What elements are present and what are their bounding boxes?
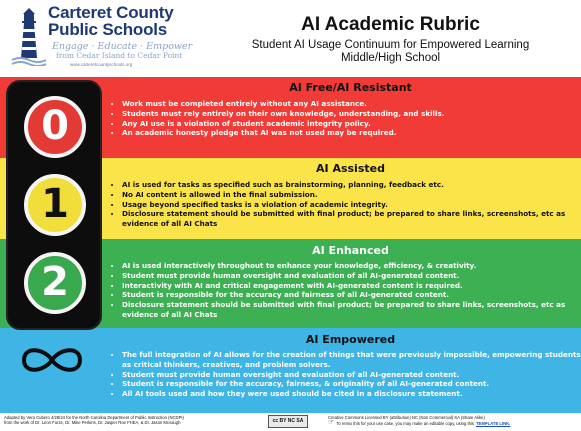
list-item: • Students must rely entirely on their own knowledge, understanding, and skills. [122, 109, 581, 119]
list-item: • Student is responsible for the accuracy and fairness of all AI-generated content. [122, 290, 581, 300]
footer-credit [4, 415, 254, 425]
level-0-light [24, 96, 86, 158]
cc-license-badge: cc BY NC SA [268, 415, 308, 428]
footer-license-line1: Creative Commons Licensed BY (attribution) NC (Non Commercial) SA (Share Alike) [328, 415, 485, 420]
list-item: • Interactivity with AI and critical engagement with AI-generated content is required. [122, 281, 581, 291]
level-1-light [24, 174, 86, 236]
district-name-line2: Public Schools [48, 20, 168, 39]
footer-credit-line1: Adapted by Vera Cubero 4/28/24 for the North Carolina Department of Public Instruction (NCDPI) [4, 415, 184, 420]
page-subtitle-line2: Middle/High School [340, 52, 441, 64]
page-title: AI Academic Rubric [301, 14, 480, 35]
list-item: • Student is responsible for the accuracy, fairness, & originality of all AI-generated content. [122, 379, 581, 389]
level-1-title: AI Assisted [316, 162, 385, 175]
district-name-line1: Carteret County [48, 3, 174, 22]
list-item: • Student must provide human oversight and evaluation of all AI-generated content. [122, 370, 581, 380]
header [0, 0, 581, 77]
level-1-bullets [110, 180, 581, 229]
page-subtitle-line1: Student AI Usage Continuum for Empowered Learning [251, 39, 530, 51]
level-2-bullets [110, 261, 581, 320]
template-link[interactable]: TEMPLATE LINK. [476, 420, 511, 426]
traffic-light-graphic [6, 80, 102, 330]
level-3-bullets [110, 350, 581, 399]
list-item: • Any AI use is a violation of student academic integrity policy. [122, 119, 581, 129]
list-item: • AI is used for tasks as specified such as brainstorming, planning, feedback etc. [122, 180, 581, 190]
list-item: • Disclosure statement should be submitted with final product; be prepared to share links, screenshots, etc as evidence of all AI Chats [122, 209, 581, 229]
level-0-bullets [110, 99, 581, 138]
list-item: • The full integration of AI allows for the creation of things that were previously impossible, empowering students as critical thinkers, creatives, and problem solvers. [122, 350, 581, 370]
level-2-light [24, 252, 86, 314]
list-item: • Disclosure statement should be submitted with final product; be prepared to share links, screenshots, etc as evidence of all AI Chats [122, 300, 581, 320]
level-0-title: AI Free/AI Resistant [289, 81, 412, 94]
list-item: • No AI content is allowed in the final submission. [122, 190, 581, 200]
list-item: • Usage beyond specified tasks is a violation of academic integrity. [122, 200, 581, 210]
list-item: • All AI tools used and how they were used should be cited in a disclosure statement. [122, 389, 581, 399]
district-logo [8, 4, 198, 72]
title-block [200, 14, 581, 65]
lighthouse-icon [10, 6, 48, 66]
level-3-title: AI Empowered [305, 333, 396, 346]
infinity-icon [16, 340, 88, 380]
level-0-number: 0 [41, 103, 69, 149]
level-2-title: AI Enhanced [312, 244, 389, 257]
footer-credit-line2: from the work of Dr. Leon Furze, Dr. Mike Perkins, Dr. Jasper Roe FHEA, & Dr. Jason Mcvaugh [4, 420, 181, 426]
list-item: • Student must provide human oversight and evaluation of all AI-generated content. [122, 271, 581, 281]
level-3-band [0, 328, 581, 413]
district-tagline: Engage · Educate · Empower [52, 41, 193, 52]
footer [0, 413, 581, 431]
district-subtag: from Cedar Island to Cedar Point [56, 51, 183, 60]
hand-pointer-icon: ☞ [328, 419, 335, 427]
footer-license [328, 415, 578, 426]
list-item: • Work must be completed entirely without any AI assistance. [122, 99, 581, 109]
list-item: • An academic honesty pledge that AI was not used may be required. [122, 128, 581, 138]
footer-license-line2-row [328, 420, 578, 426]
list-item: • AI is used interactively throughout to enhance your knowledge, efficiency, & creativity. [122, 261, 581, 271]
footer-license-line2: To remix this for your use case, you may make an editable copy, using this [336, 420, 474, 426]
level-1-number: 1 [41, 181, 69, 227]
district-name [48, 4, 198, 38]
district-url: www.carteretcountyschools.org [70, 62, 133, 67]
level-2-number: 2 [41, 259, 69, 305]
